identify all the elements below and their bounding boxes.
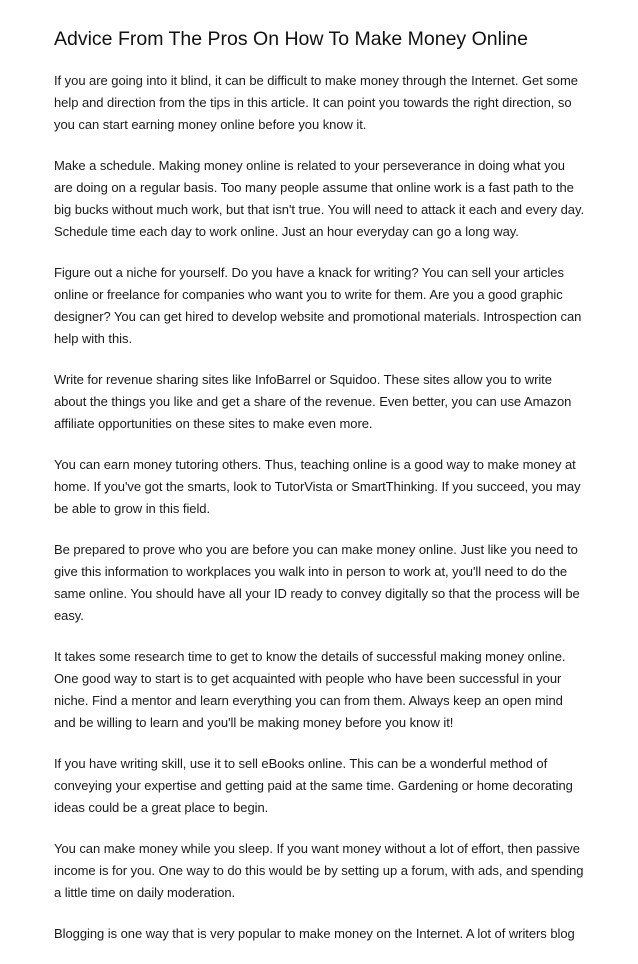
document-title: Advice From The Pros On How To Make Money Online <box>54 28 528 50</box>
paragraph-2: Make a schedule. Making money online is related to your perseverance in doing what you are doing on a regular basis. Too many people assume that online work is a fast path to the big bucks without much work, but that isn't true. You will need to attack it each and every day. Schedule time each day to work online. Just an hour everyday can go a long way. <box>54 158 585 239</box>
paragraph-8: If you have writing skill, use it to sell eBooks online. This can be a wonderful method of conveying your expertise and getting paid at the same time. Gardening or home decorating ideas could be a great place to begin. <box>54 756 573 815</box>
paragraph-10: Blogging is one way that is very popular to make money on the Internet. A lot of writers blog <box>54 926 575 941</box>
paragraph-9: You can make money while you sleep. If you want money without a lot of effort, then passive income is for you. One way to do this would be by setting up a forum, with ads, and spending a little time on daily moderation. <box>54 841 584 900</box>
paragraph-5: You can earn money tutoring others. Thus, teaching online is a good way to make money at home. If you've got the smarts, look to TutorVista or SmartThinking. If you succeed, you may be able to grow in this field. <box>54 457 581 516</box>
document-page <box>54 26 586 964</box>
paragraph-7: It takes some research time to get to know the details of successful making money online. One good way to start is to get acquainted with people who have been successful in your niche. Find a mentor and learn everything you can from them. Always keep an open mind and be willing to learn and you'll be making money before you know it! <box>54 649 566 730</box>
document-body <box>54 70 586 945</box>
paragraph-6: Be prepared to prove who you are before you can make money online. Just like you need to give this information to workplaces you walk into in person to work at, you'll need to do the same online. You should have all your ID ready to convey digitally so that the process will be easy. <box>54 542 580 623</box>
paragraph-4: Write for revenue sharing sites like InfoBarrel or Squidoo. These sites allow you to write about the things you like and get a share of the revenue. Even better, you can use Amazon affiliate opportunities on these sites to make even more. <box>54 372 572 431</box>
paragraph-1: If you are going into it blind, it can be difficult to make money through the Internet. Get some help and direction from the tips in this article. It can point you towards the right direction, so you can start earning money online before you know it. <box>54 73 578 132</box>
paragraph-3: Figure out a niche for yourself. Do you have a knack for writing? You can sell your articles online or freelance for companies who want you to write for them. Are you a good graphic designer? You can get hired to develop website and promotional materials. Introspection can help with this. <box>54 265 582 346</box>
